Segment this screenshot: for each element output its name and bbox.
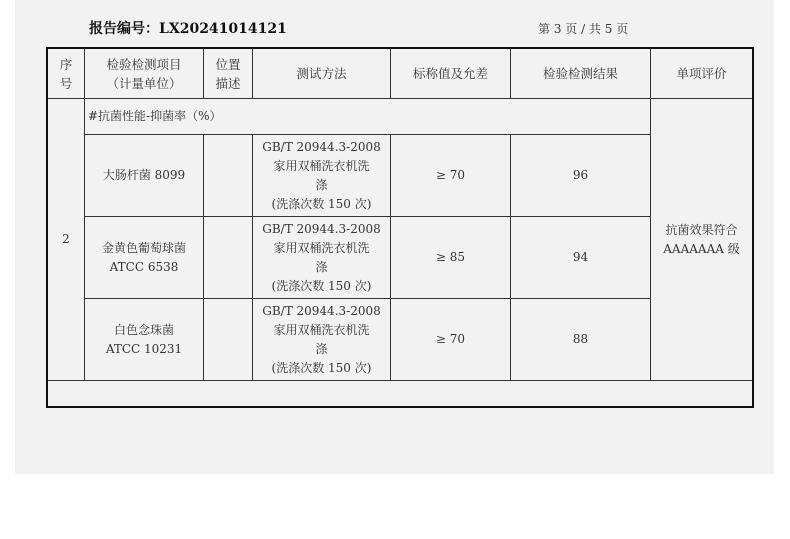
evaluation: 抗菌效果符合 AAAAAAA 级 [663,222,740,256]
seq-number: 2 [62,232,70,246]
test-result: 94 [572,250,589,264]
footer-divider [48,380,752,381]
header-result: 检验检测结果 [542,66,618,81]
test-item: 大肠杆菌 8099 [102,168,186,182]
col-divider [203,134,204,381]
test-result: 96 [572,168,589,182]
page-info: 第 3 页 / 共 5 页 [538,22,629,36]
nominal-value: ≥ 85 [435,250,466,264]
test-item: 白色念珠菌 ATCC 10231 [105,322,183,356]
test-results-table [46,47,754,408]
test-item: 金黄色葡萄球菌 ATCC 6538 [101,240,186,274]
report-id: 报告编号：LX20241014121 [89,21,287,37]
header-evaluation: 单项评价 [676,66,727,81]
test-method: GB/T 20944.3-2008 家用双桶洗衣机洗 涤 (洗涤次数 150 次) [262,139,381,211]
header-nominal: 标称值及允差 [412,66,488,81]
header-seq: 序 号 [59,56,73,91]
header-position: 位置 描述 [215,56,241,91]
header-item: 检验检测项目 （计量单位） [106,56,182,91]
header-method: 测试方法 [296,66,347,81]
nominal-value: ≥ 70 [435,332,466,346]
section-title: #抗菌性能-抑菌率（%） [88,109,222,123]
test-method: GB/T 20944.3-2008 家用双桶洗衣机洗 涤 (洗涤次数 150 次) [262,221,381,293]
test-result: 88 [572,332,589,346]
nominal-value: ≥ 70 [435,168,466,182]
test-method: GB/T 20944.3-2008 家用双桶洗衣机洗 涤 (洗涤次数 150 次) [262,303,381,375]
